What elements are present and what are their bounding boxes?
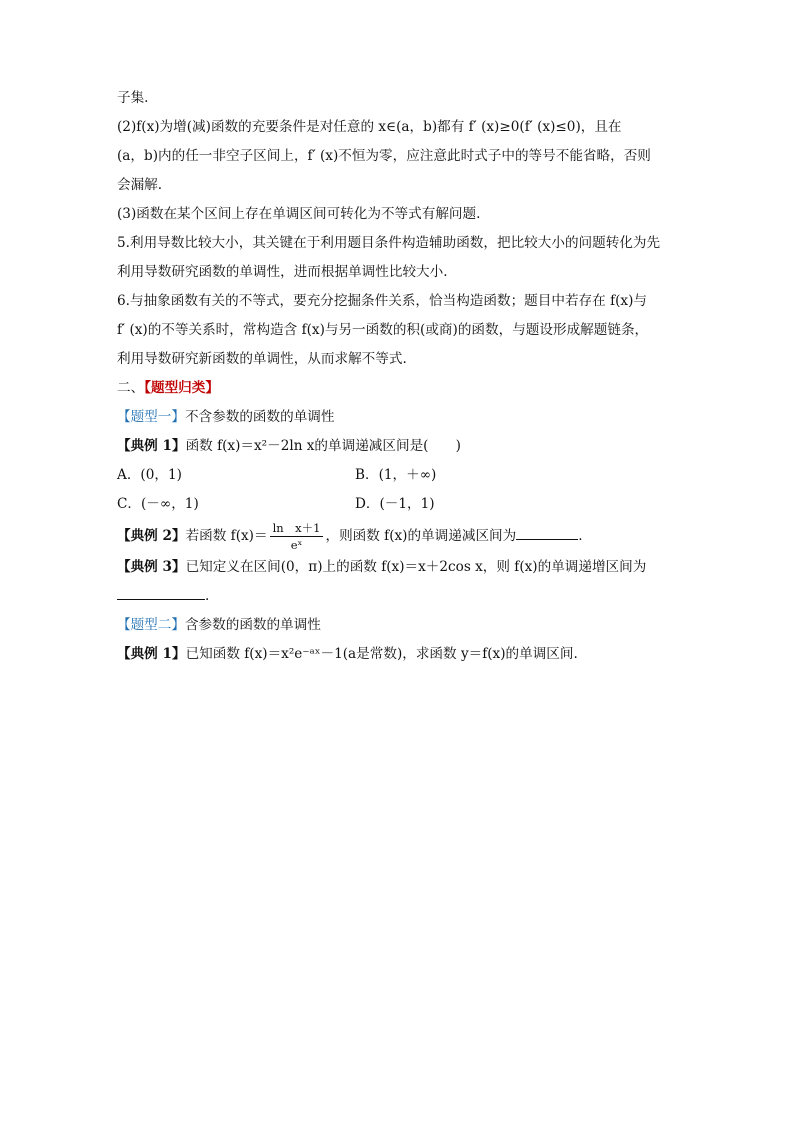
option-b: B．(1，＋∞) xyxy=(355,467,437,483)
text-line: 6.与抽象函数有关的不等式，要充分挖掘条件关系，恰当构造函数；题目中若存在 f(x)与 xyxy=(117,293,647,309)
period: . xyxy=(578,528,583,544)
option-c: C．(－∞，1) xyxy=(117,496,199,512)
text-line: f′ (x)的不等关系时，常构造含 f(x)与另一函数的积(或商)的函数，与题设形成解题链条， xyxy=(117,322,649,338)
options-row-1 xyxy=(117,461,677,490)
section-heading xyxy=(117,374,677,403)
type1-example2 xyxy=(117,519,677,553)
text-line: (2)f(x)为增(减)函数的充要条件是对任意的 x∈(a，b)都有 f′ (x)≥0(f′ (x)≤0)，且在 xyxy=(117,119,622,135)
type2-title: 含参数的函数的单调性 xyxy=(184,617,321,633)
text-line: 会漏解. xyxy=(117,177,163,193)
options-row-2 xyxy=(117,490,677,519)
example-text-pre: 若函数 f(x)＝ xyxy=(185,528,268,544)
example-tag: 【典例 1】 xyxy=(117,438,186,454)
example-text-post: ，则函数 f(x)的单调递减区间为 xyxy=(325,528,517,544)
type2-example1 xyxy=(117,640,677,669)
text-line: (3)函数在某个区间上存在单调区间可转化为不等式有解问题. xyxy=(117,206,481,222)
text-line: 子集. xyxy=(117,90,149,106)
fraction xyxy=(270,521,324,552)
example-tag: 【典例 3】 xyxy=(117,559,186,575)
section-prefix: 二、 xyxy=(117,380,145,396)
example-tag: 【典例 2】 xyxy=(117,528,186,544)
type2-tag: 【题型二】 xyxy=(117,617,185,633)
example-tag: 【典例 1】 xyxy=(117,646,186,662)
period: . xyxy=(205,588,210,604)
fraction-numerator: ln x＋1 xyxy=(270,521,324,537)
option-a: A．(0，1) xyxy=(117,467,182,483)
text-line: 利用导数研究新函数的单调性，从而求解不等式. xyxy=(117,351,407,367)
fraction-denominator: eˣ xyxy=(290,538,303,552)
section-title: 【题型归类】 xyxy=(144,380,219,396)
type1-title: 不含参数的函数的单调性 xyxy=(184,409,335,425)
example-text: 已知定义在区间(0，π)上的函数 f(x)＝x＋2cos x，则 f(x)的单调递增区间为 xyxy=(185,559,647,575)
type2-heading xyxy=(117,611,677,640)
text-line: (a，b)内的任一非空子区间上，f′ (x)不恒为零，应注意此时式子中的等号不能省略，否则 xyxy=(117,148,651,164)
option-d: D．(－1，1) xyxy=(355,496,435,512)
type1-example3 xyxy=(117,553,677,582)
type1-example3-blank-line xyxy=(117,582,677,611)
text-line: 5.利用导数比较大小，其关键在于利用题目条件构造辅助函数，把比较大小的问题转化为先 xyxy=(117,235,661,251)
document-body xyxy=(117,84,677,669)
answer-blank[interactable] xyxy=(117,585,205,600)
type1-tag: 【题型一】 xyxy=(117,409,185,425)
type1-heading xyxy=(117,403,677,432)
answer-blank[interactable] xyxy=(516,525,578,540)
type1-example1 xyxy=(117,432,677,461)
text-line: 利用导数研究函数的单调性，进而根据单调性比较大小. xyxy=(117,264,448,280)
example-text: 已知函数 f(x)＝x²e⁻ᵃˣ－1(a是常数)，求函数 y＝f(x)的单调区间. xyxy=(185,646,578,662)
example-text: 函数 f(x)＝x²－2ln x的单调递减区间是( ) xyxy=(185,438,461,454)
